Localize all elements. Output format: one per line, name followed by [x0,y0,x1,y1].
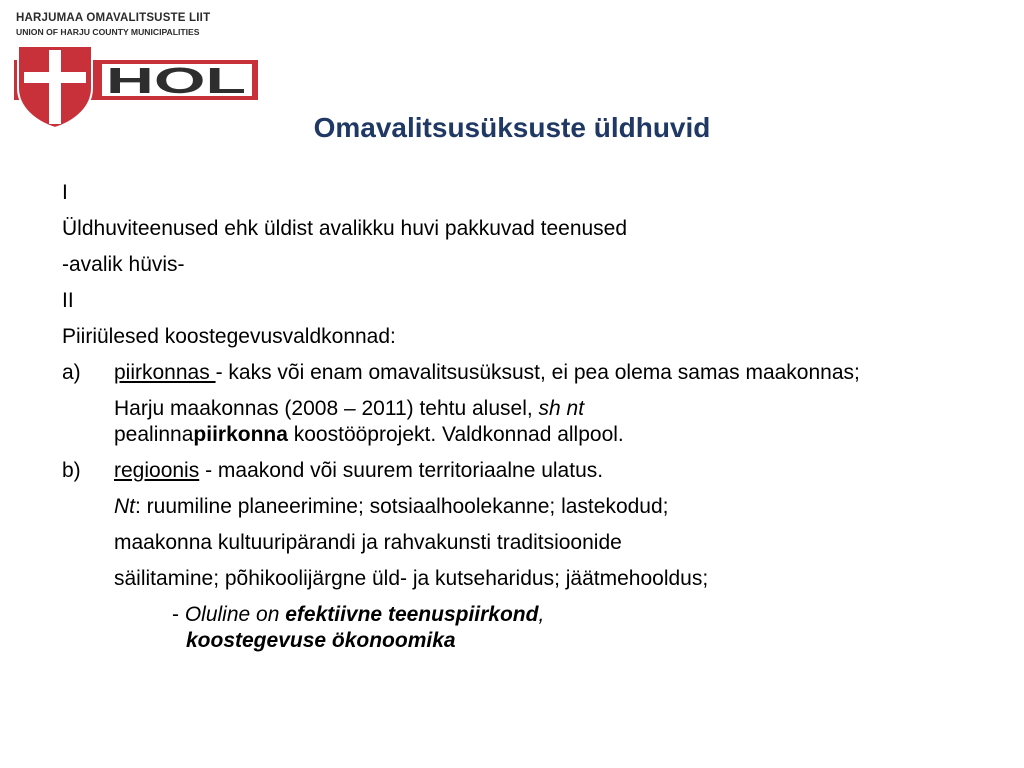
term-piirkonnas: piirkonnas [114,361,216,384]
detail-text-sh-nt: sh nt [538,397,585,420]
note-comma: , [538,603,545,626]
logo-org-name: HARJUMAA OMAVALITSUSTE LIIT [16,12,211,24]
note-economics: koostegevuse ökonoomika [186,629,456,652]
list-item-b [62,458,972,484]
examples-text-1: : ruumiline planeerimine; sotsiaalhoolekanne; lastekodud; [135,495,669,518]
list-item-a-text [114,360,860,386]
line-general-interest-services: Üldhuviteenused ehk üldist avalikku huvi pakkuvad teenused [62,217,628,240]
line-roman-i: I [62,181,68,204]
detail-text-piirkonna: piirkonna [193,423,288,446]
examples-nt: Nt [114,495,135,518]
note-line-2 [62,628,972,654]
line-public-good: -avalik hüvis- [62,253,185,276]
detail-text-project: koostööprojekt. Valdkonnad allpool. [287,423,624,446]
slide-title: Omavalitsusüksuste üldhuvid [313,112,711,143]
note-efficient-area: efektiivne teenuspiirkond [285,603,539,626]
detail-text-1: Harju maakonnas (2008 – 2011) tehtu alusel, [114,397,539,420]
note-dash: - [172,603,185,626]
logo-org-name-english: UNION OF HARJU COUNTY MUNICIPALITIES [16,27,200,37]
list-marker-a: a) [62,361,81,384]
note-oluline-on: Oluline on [184,603,286,626]
logo-wordmark: HOL [106,60,246,101]
list-item-a [62,360,972,386]
list-marker-b: b) [62,459,81,482]
list-item-b-examples-1 [62,494,972,520]
line-roman-ii: II [62,289,74,312]
term-regioonis: regioonis [114,459,200,482]
list-item-a-detail [62,396,972,448]
logo-cross-horizontal [24,72,86,83]
list-item-b-examples-3: säilitamine; põhikoolijärgne üld- ja kutseharidus; jäätmehooldus; [114,567,709,590]
list-item-b-text [114,458,603,484]
line-cross-border-areas: Piiriülesed koostegevusvaldkonnad: [62,325,396,348]
note-line-1 [62,602,972,628]
slide-body [62,180,972,654]
detail-text-pealinna: pealinna [114,423,194,446]
list-item-b-desc: - maakond või suurem territoriaalne ulatus. [199,459,604,482]
list-item-a-desc: - kaks või enam omavalitsusüksust, ei pea olema samas maakonnas; [215,361,860,384]
list-item-b-examples-2: maakonna kultuuripärandi ja rahvakunsti traditsioonide [114,531,622,554]
